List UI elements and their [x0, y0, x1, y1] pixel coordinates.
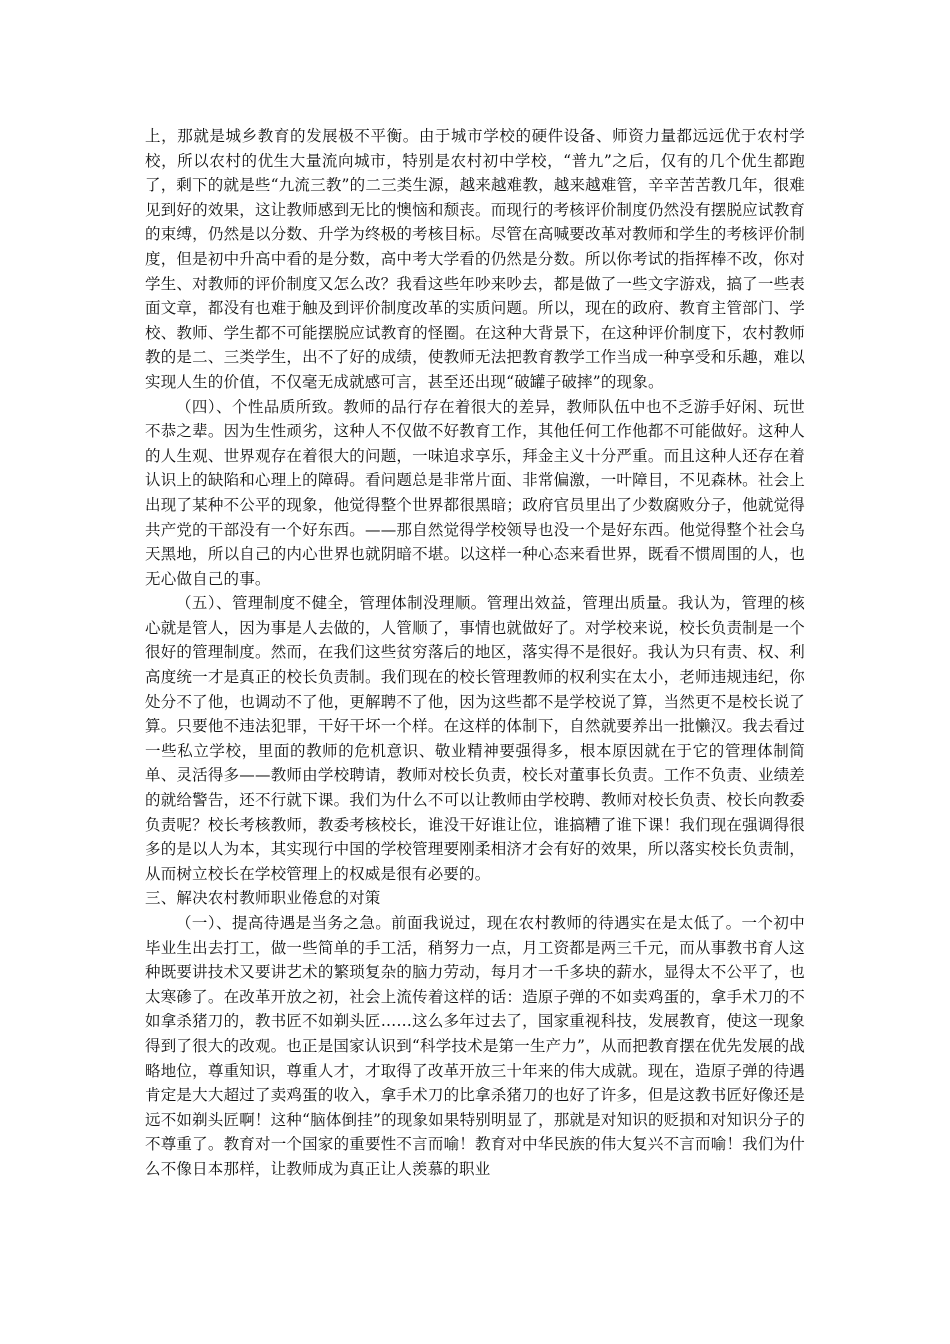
paragraph-continuation: 上，那就是城乡教育的发展极不平衡。由于城市学校的硬件设备、师资力量都远远优于农村学校，所以农村的优生大量流向城市，特别是农村初中学校，“普九”之后，仅有的几个优生都跑了，剩下的就是些“九流三教”的二三类生源，越来越难教，越来越难管，辛辛苦苦教几年，很难见到好的效果，这让教师感到无比的懊恼和颓丧。而现行的考核评价制度仍然没有摆脱应试教育的束缚，仍然是以分数、升学为终极的考核目标。尽管在高喊要改革对教师和学生的考核评价制度，但是初中升高中看的是分数，高中考大学看的仍然是分数。所以你考试的指挥棒不改，你对学生、对教师的评价制度又怎么改？我看这些年吵来吵去，都是做了一些文字游戏，搞了一些表面文章，都没有也难于触及到评价制度改革的实质问题。所以，现在的政府、教育主管部门、学校、教师、学生都不可能摆脱应试教育的怪圈。在这种大背景下，在这种评价制度下，农村教师教的是二、三类学生，出不了好的成绩，使教师无法把教育教学工作当成一种享受和乐趣，难以实现人生的价值，不仅毫无成就感可言，甚至还出现“破罐子破摔”的现象。 [145, 127, 805, 391]
paragraph-section-four: （四）、个性品质所致。教师的品行存在着很大的差异，教师队伍中也不乏游手好闲、玩世不恭之辈。因为生性顽劣，这种人不仅做不好教育工作，其他任何工作他都不可能做好。这种人的人生观、世界观存在着很大的问题，一味追求享乐，拜金主义十分严重。而且这种人还存在着认识上的缺陷和心理上的障碍。看问题总是非常片面、非常偏激，一叶障目，不见森林。社会上出现了某种不公平的现象，他觉得整个世界都很黑暗；政府官员里出了少数腐败分子，他就觉得共产党的干部没有一个好东西。——那自然觉得学校领导也没一个是好东西。他觉得整个社会乌天黑地，所以自己的内心世界也就阴暗不堪。以这样一种心态来看世界，既看不惯周围的人，也无心做自己的事。 [145, 397, 805, 588]
section-heading-three: 三、解决农村教师职业倦怠的对策 [145, 889, 381, 908]
paragraph-countermeasure-one: （一）、提高待遇是当务之急。前面我说过，现在农村教师的待遇实在是太低了。一个初中毕业生出去打工，做一些简单的手工活，稍努力一点，月工资都是两三千元，而从事教书育人这种既要讲技术又要讲艺术的繁琐复杂的脑力劳动，每月才一千多块的薪水，显得太不公平了，也太寒碜了。在改革开放之初，社会上流传着这样的话：造原子弹的不如卖鸡蛋的，拿手术刀的不如拿杀猪刀的，教书匠不如剃头匠……这么多年过去了，国家重视科技，发展教育，使这一现象得到了很大的改观。也正是国家认识到“科学技术是第一生产力”，从而把教育摆在优先发展的战略地位，尊重知识，尊重人才，才取得了改革开放三十年来的伟大成就。现在，造原子弹的待遇肯定是大大超过了卖鸡蛋的收入，拿手术刀的比拿杀猪刀的也好了许多，但是这教书匠好像还是远不如剃头匠啊！这种“脑体倒挂”的现象如果特别明显了，那就是对知识的贬损和对知识分子的不尊重了。教育对一个国家的重要性不言而喻！教育对中华民族的伟大复兴不言而喻！我们为什么不像日本那样，让教师成为真正让人羡慕的职业 [145, 914, 805, 1178]
paragraph-section-five: （五）、管理制度不健全，管理体制没理顺。管理出效益，管理出质量。我认为，管理的核心就是管人，因为事是人去做的，人管顺了，事情也就做好了。对学校来说，校长负责制是一个很好的管理制度。然而，在我们这些贫穷落后的地区，落实得不是很好。我认为只有责、权、利高度统一才是真正的校长负责制。我们现在的校长管理教师的权利实在太小，老师违规违纪，你处分不了他，也调动不了他，更解聘不了他，因为这些都不是学校说了算，当然更不是校长说了算。只要他不违法犯罪，干好干坏一个样。在这样的体制下，自然就要养出一批懒汉。我去看过一些私立学校，里面的教师的危机意识、敬业精神要强得多，根本原因就在于它的管理体制简单、灵活得多——教师由学校聘请，教师对校长负责，校长对董事长负责。工作不负责、业绩差的就给警告，还不行就下课。我们为什么不可以让教师由学校聘、教师对校长负责、校长向教委负责呢？校长考核教师，教委考核校长，谁没干好谁让位，谁搞糟了谁下课！我们现在强调得很多的是以人为本，其实现行中国的学校管理要刚柔相济才会有好的效果，所以落实校长负责制，从而树立校长在学校管理上的权威是很有必要的。 [145, 594, 805, 883]
document-body [145, 124, 805, 1182]
